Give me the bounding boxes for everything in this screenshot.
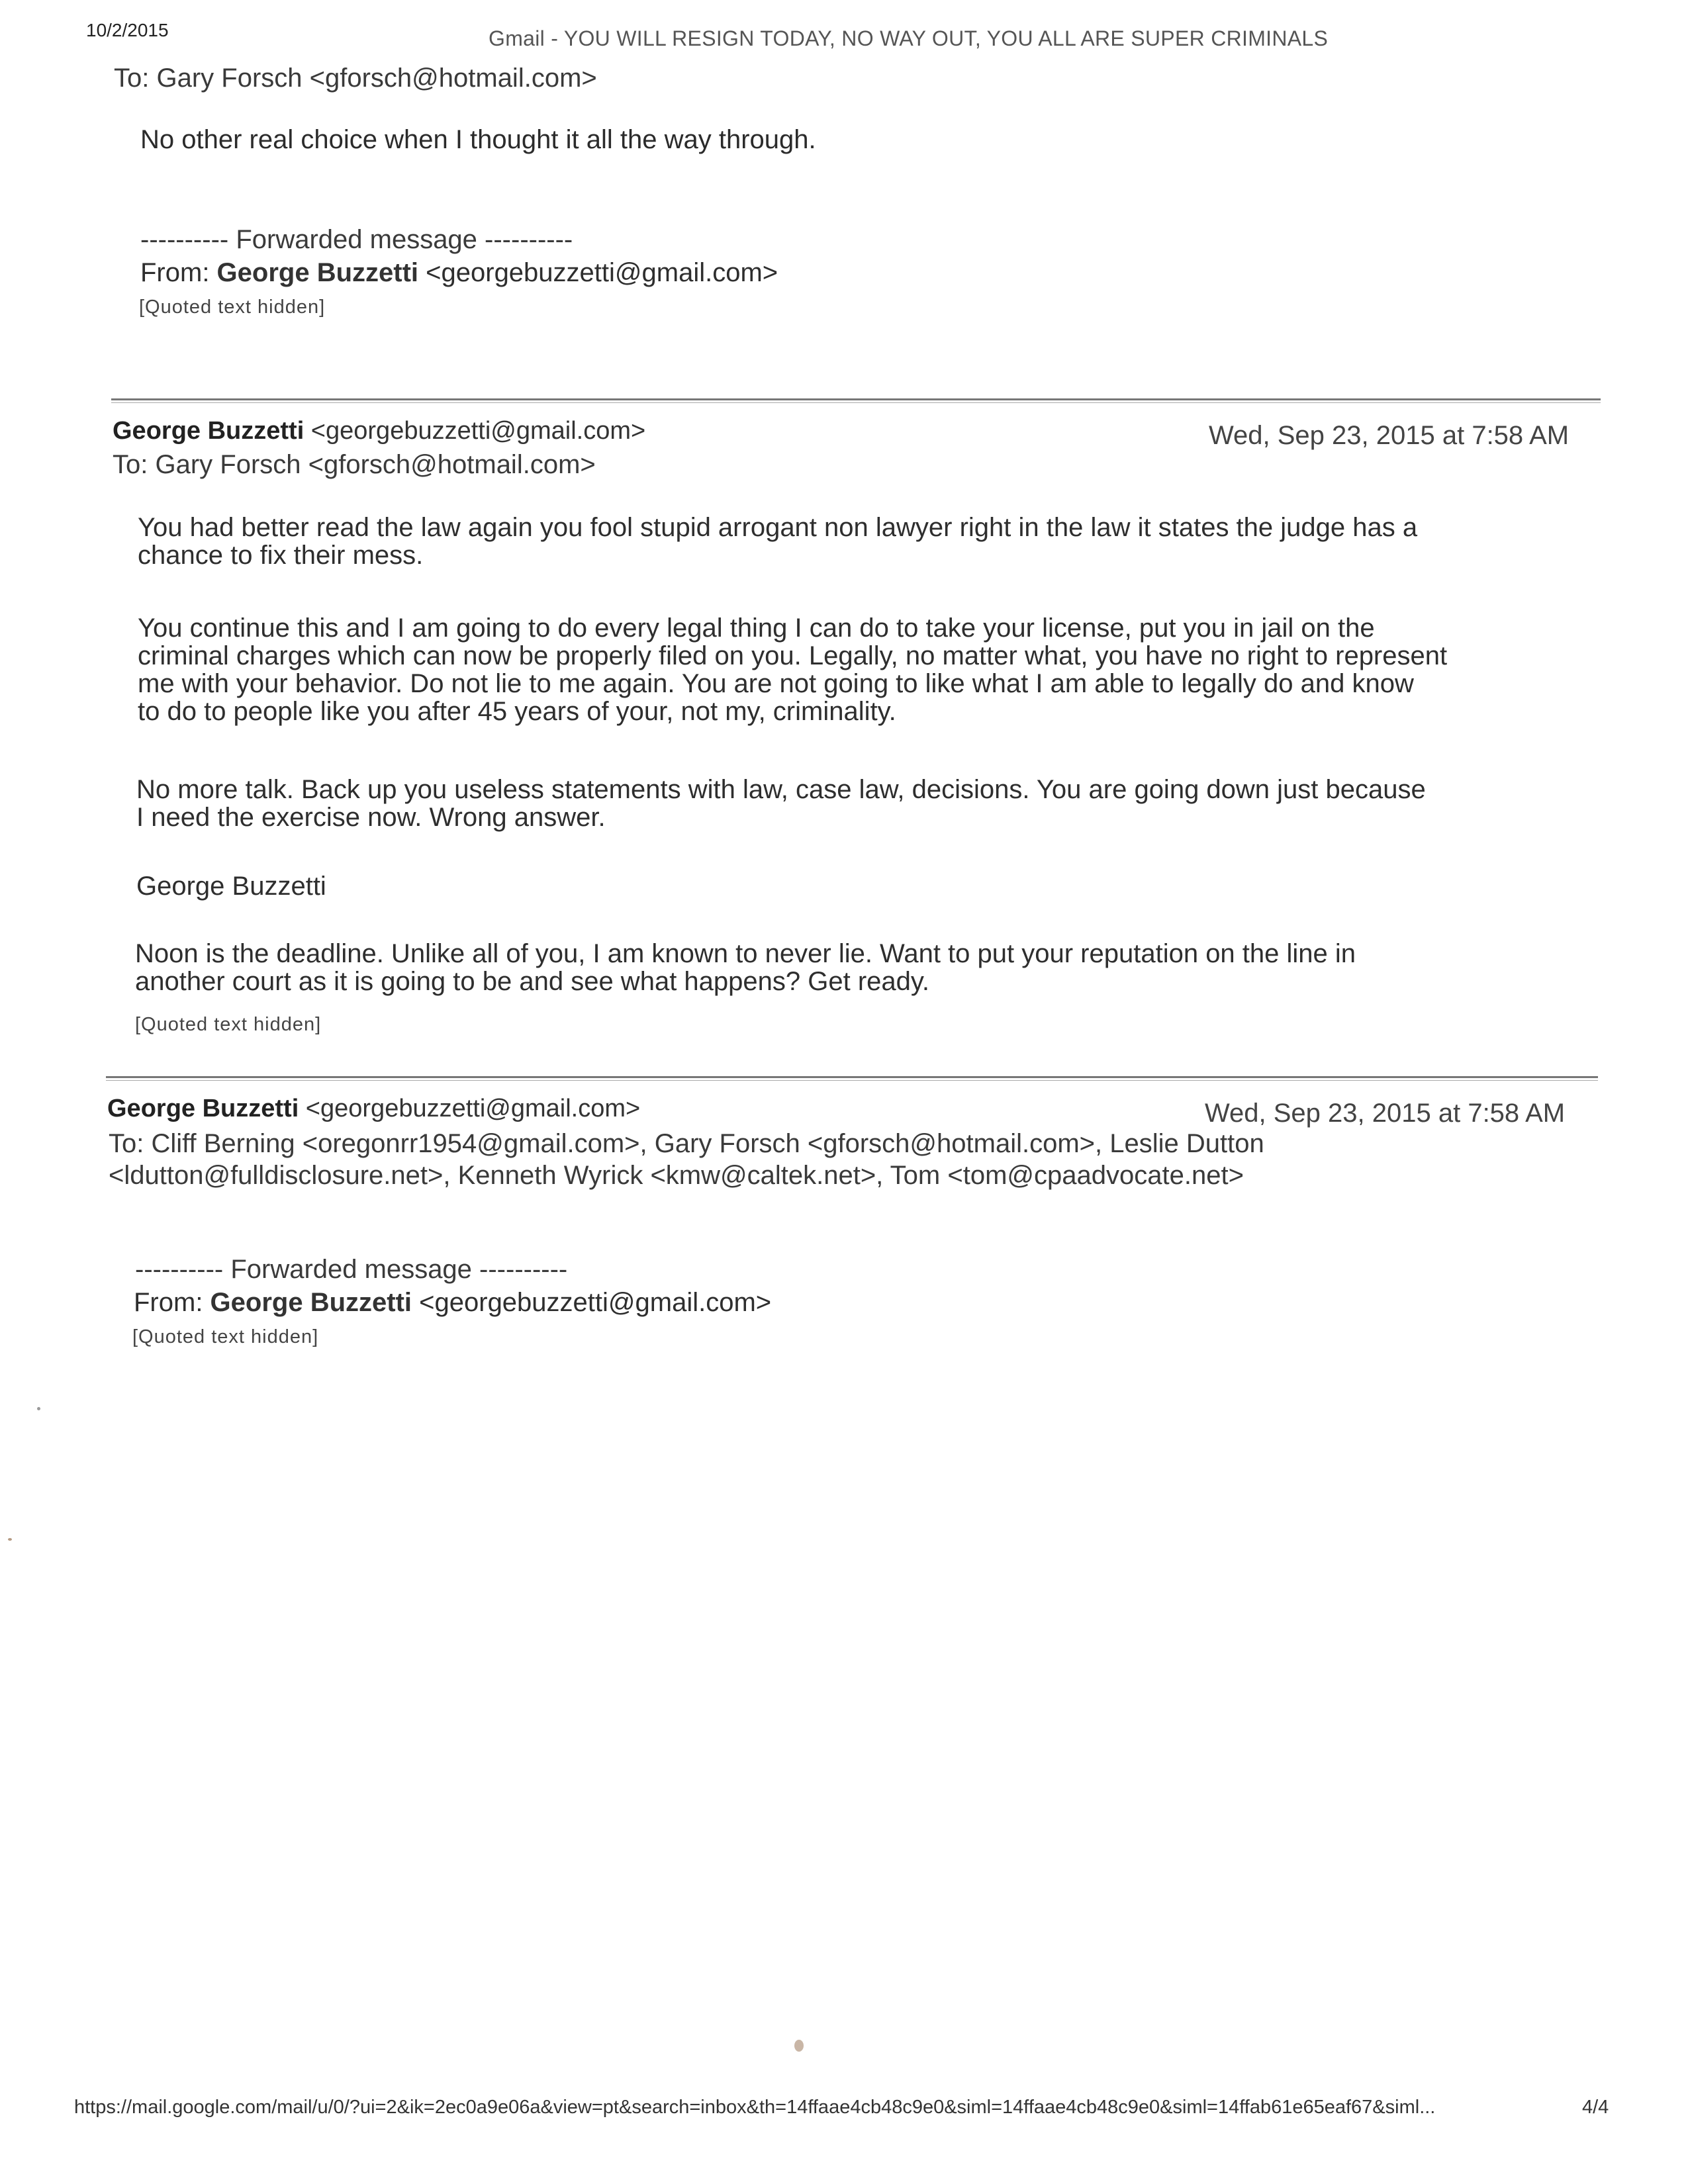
sender-name: George Buzzetti [113, 417, 305, 445]
print-date: 10/2/2015 [86, 20, 169, 40]
message1-forwarded-from [140, 258, 778, 288]
message3-recipients-line-2: <ldutton@fulldisclosure.net>, Kenneth Wyrick <kmw@caltek.net>, Tom <tom@cpaadvocate.net> [109, 1161, 1244, 1190]
message-divider-shadow [106, 1080, 1598, 1081]
text-line: to do to people like you after 45 years of your, not my, criminality. [138, 697, 896, 726]
message2-paragraph-4 [135, 940, 1356, 995]
sender-name: George Buzzetti [107, 1095, 299, 1122]
from-name: George Buzzetti [210, 1288, 412, 1317]
message3-quoted-text-toggle[interactable]: [Quoted text hidden] [132, 1326, 319, 1347]
from-prefix: From: [140, 258, 217, 287]
message3-recipients-line-1: To: Cliff Berning <oregonrr1954@gmail.com>, Gary Forsch <gforsch@hotmail.com>, Leslie Dutton [109, 1129, 1264, 1158]
text-line: chance to fix their mess. [138, 541, 424, 570]
from-name: George Buzzetti [216, 258, 419, 287]
text-line: me with your behavior. Do not lie to me again. You are not going to like what I am able to legally do and know [138, 669, 1414, 698]
message2-date: Wed, Sep 23, 2015 at 7:58 AM [1209, 421, 1570, 450]
message2-sender [113, 417, 645, 445]
message3-forwarded-label: ---------- Forwarded message ---------- [135, 1255, 568, 1284]
message1-recipients: To: Gary Forsch <gforsch@hotmail.com> [114, 64, 597, 93]
message3-sender [107, 1095, 640, 1123]
from-email: <georgebuzzetti@gmail.com> [418, 258, 778, 287]
scan-speck [794, 2040, 804, 2052]
message-divider [111, 398, 1601, 400]
message1-body: No other real choice when I thought it all the way through. [140, 125, 816, 154]
message2-signature [136, 872, 326, 900]
text-line: You had better read the law again you fool stupid arrogant non lawyer right in the law it states the judge has a [138, 513, 1418, 542]
sender-email: <georgebuzzetti@gmail.com> [304, 417, 646, 445]
message-divider [106, 1076, 1598, 1078]
text-line: Noon is the deadline. Unlike all of you, I am known to never lie. Want to put your reputation on the line in [135, 939, 1356, 968]
message2-quoted-text-toggle[interactable]: [Quoted text hidden] [135, 1014, 322, 1035]
message2-paragraph-3 [136, 776, 1426, 831]
print-title: Gmail - YOU WILL RESIGN TODAY, NO WAY OUT, YOU ALL ARE SUPER CRIMINALS [489, 26, 1329, 50]
message2-recipients: To: Gary Forsch <gforsch@hotmail.com> [113, 450, 596, 479]
page-number: 4/4 [1582, 2097, 1609, 2118]
text-line: George Buzzetti [136, 872, 326, 901]
text-line: No more talk. Back up you useless statements with law, case law, decisions. You are going down just because [136, 775, 1426, 804]
message3-date: Wed, Sep 23, 2015 at 7:58 AM [1205, 1099, 1566, 1128]
message2-paragraph-2 [138, 614, 1447, 725]
text-line: criminal charges which can now be properly filed on you. Legally, no matter what, you have no right to represent [138, 641, 1448, 670]
text-line: You continue this and I am going to do every legal thing I can do to take your license, put you in jail on the [138, 614, 1375, 643]
message2-paragraph-1 [138, 514, 1417, 569]
scan-speck [37, 1407, 40, 1410]
text-line: another court as it is going to be and see what happens? Get ready. [135, 967, 930, 996]
message1-forwarded-label: ---------- Forwarded message ---------- [140, 225, 573, 254]
text-line: I need the exercise now. Wrong answer. [136, 803, 606, 832]
sender-email: <georgebuzzetti@gmail.com> [299, 1095, 641, 1122]
from-prefix: From: [134, 1288, 211, 1317]
message3-forwarded-from [134, 1288, 771, 1318]
message-divider-shadow [111, 402, 1601, 403]
scan-speck [8, 1538, 12, 1541]
from-email: <georgebuzzetti@gmail.com> [412, 1288, 772, 1317]
print-url[interactable]: https://mail.google.com/mail/u/0/?ui=2&ik=2ec0a9e06a&view=pt&search=inbox&th=14ffaae4cb48c9e0&siml=14ffaae4cb48c9e0&siml=14ffab61e65eaf67&siml... [74, 2097, 1436, 2118]
message1-quoted-text-toggle[interactable]: [Quoted text hidden] [139, 296, 326, 318]
